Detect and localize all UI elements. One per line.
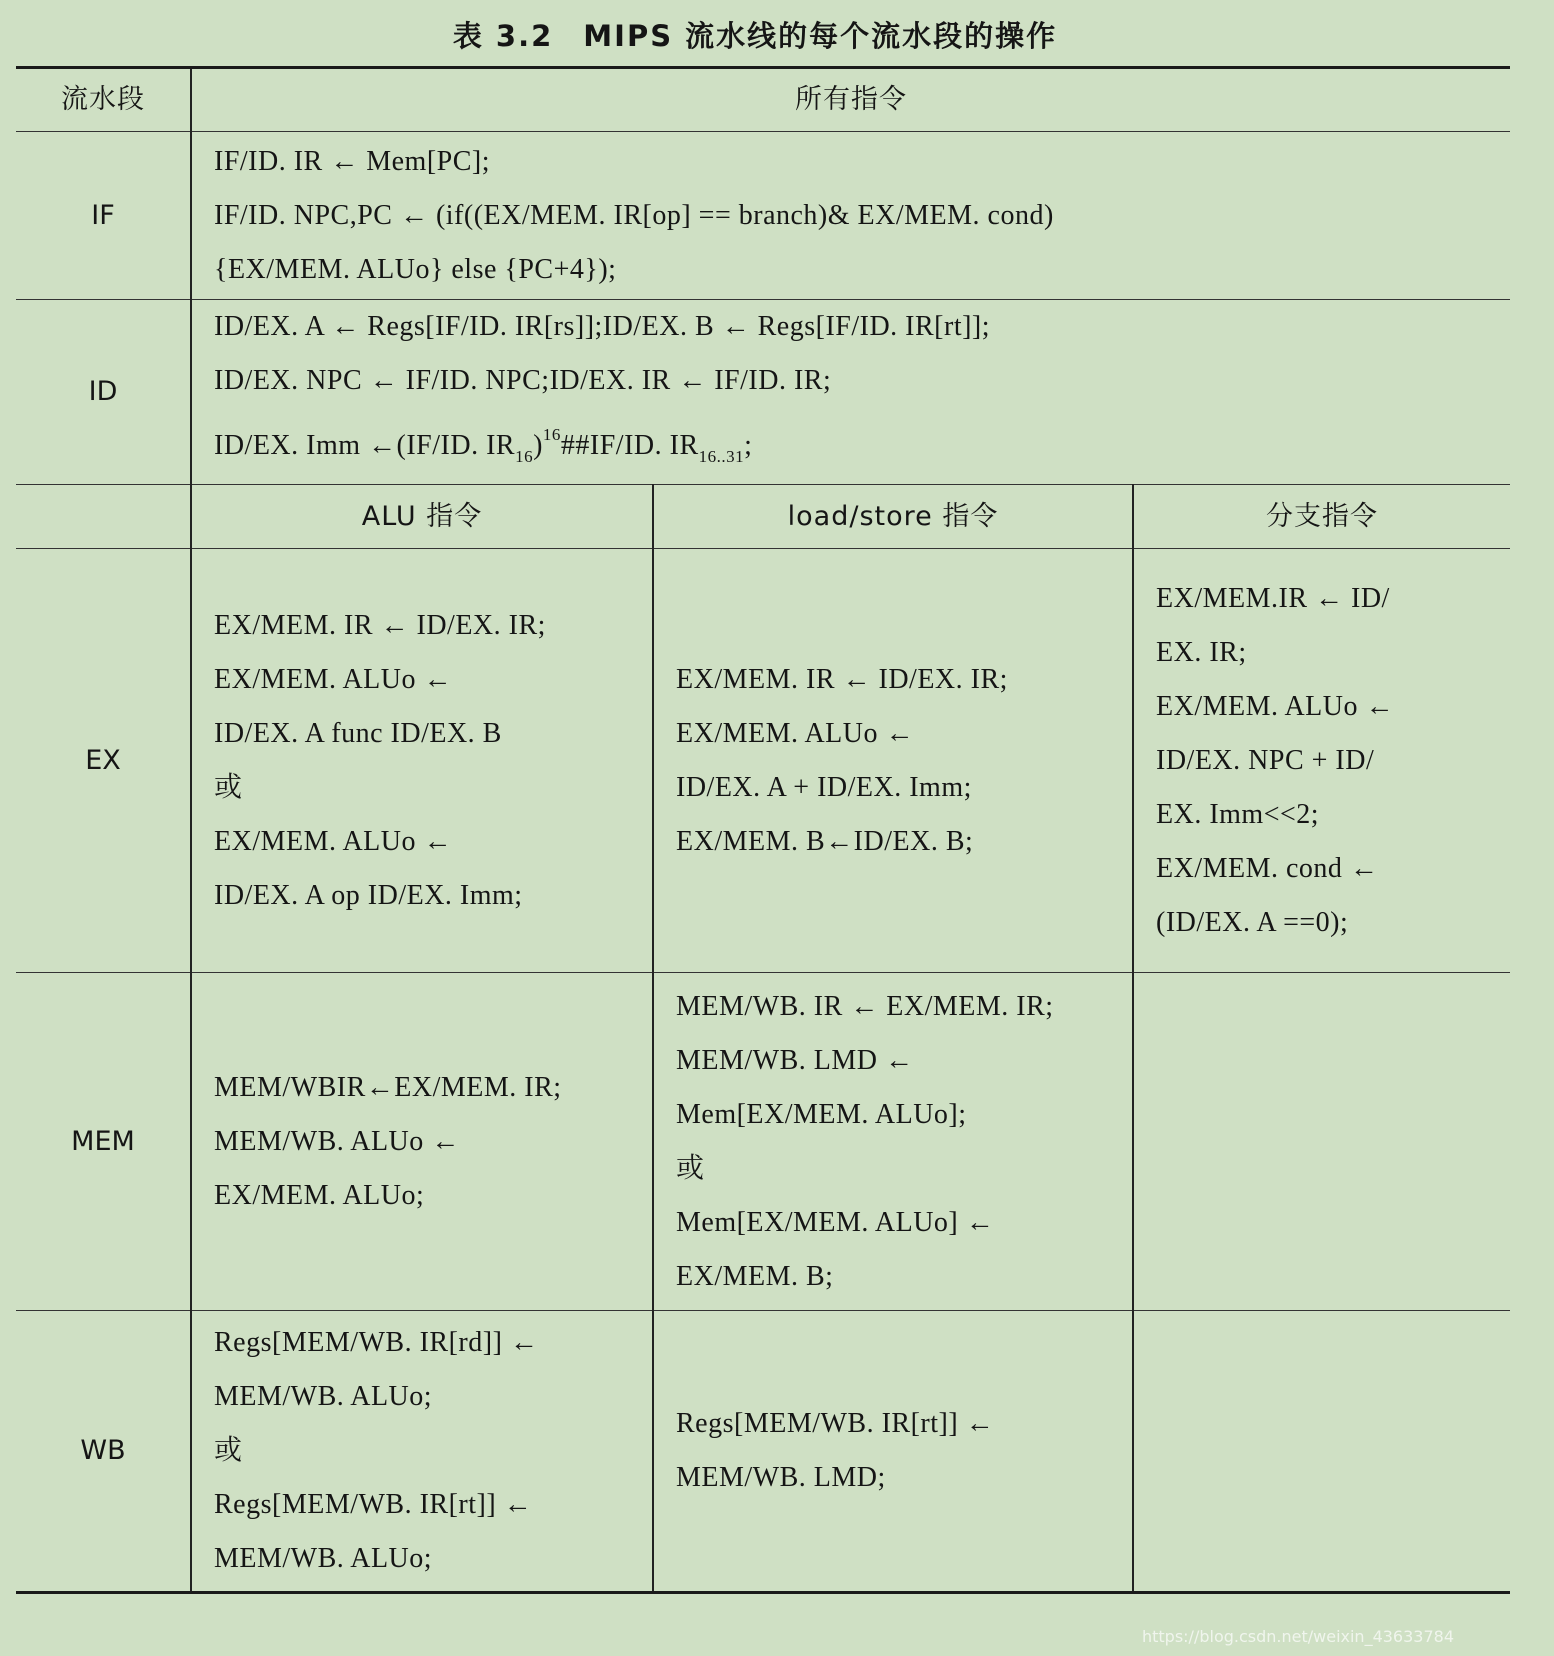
mem-ls-line: MEM/WB. IR ← EX/MEM. IR;: [676, 990, 1054, 1022]
stage-label-mem: MEM: [16, 973, 191, 1311]
stage-label-id: ID: [16, 300, 191, 485]
table-caption: [0, 14, 1510, 55]
stage-label-if: IF: [16, 132, 191, 300]
mem-branch-cell: [1133, 973, 1510, 1311]
wb-load-store-cell: [653, 1311, 1133, 1593]
ex-ls-line: ID/EX. A + ID/EX. Imm;: [676, 771, 972, 803]
wb-alu-cell: [191, 1311, 653, 1593]
ex-branch-line: ID/EX. NPC + ID/: [1156, 744, 1375, 776]
ex-load-store-cell: [653, 549, 1133, 973]
ex-alu-line: ID/EX. A op ID/EX. Imm;: [214, 879, 523, 911]
mem-alu-line: EX/MEM. ALUo;: [214, 1179, 425, 1211]
ex-alu-line: ID/EX. A func ID/EX. B: [214, 717, 502, 749]
ex-branch-line: EX. Imm<<2;: [1156, 798, 1320, 830]
watermark-url: https://blog.csdn.net/weixin_43633784: [1141, 1627, 1454, 1646]
ex-ls-line: EX/MEM. IR ← ID/EX. IR;: [676, 663, 1008, 695]
if-op-line: IF/ID. IR ← Mem[PC];: [214, 145, 490, 177]
header-stage: 流水段: [16, 68, 191, 132]
wb-alu-line: Regs[MEM/WB. IR[rd]] ←: [214, 1327, 539, 1358]
ex-branch-line: (ID/EX. A ==0);: [1156, 906, 1349, 938]
table-row-id: [16, 300, 1510, 485]
ex-ls-line: EX/MEM. ALUo ←: [676, 717, 914, 749]
instruction-type-header-row: [16, 485, 1510, 549]
header-all-instructions: 所有指令: [191, 68, 1510, 132]
ex-alu-line: EX/MEM. IR ← ID/EX. IR;: [214, 609, 546, 641]
id-op-line-imm: [214, 408, 1488, 484]
mem-alu-cell: [191, 973, 653, 1311]
ex-alu-cell: [191, 549, 653, 973]
table-row-ex: [16, 549, 1510, 973]
mem-ls-line: EX/MEM. B;: [676, 1260, 834, 1292]
pipeline-operations-table: [16, 66, 1510, 1594]
mem-ls-line: Mem[EX/MEM. ALUo] ←: [676, 1206, 995, 1238]
if-op-line: {EX/MEM. ALUo} else {PC+4});: [214, 253, 617, 285]
header-alu: ALU 指令: [191, 485, 653, 549]
mem-load-store-cell: [653, 973, 1133, 1311]
header-branch: 分支指令: [1133, 485, 1510, 549]
imm-text: ;: [744, 430, 753, 461]
ex-branch-line: EX/MEM. ALUo ←: [1156, 690, 1394, 722]
ex-alu-line: EX/MEM. ALUo ←: [214, 825, 452, 857]
wb-branch-cell: [1133, 1311, 1510, 1593]
if-operations: [191, 132, 1510, 300]
mem-alu-line: MEM/WBIR←EX/MEM. IR;: [214, 1071, 562, 1103]
ex-alu-line: EX/MEM. ALUo ←: [214, 663, 452, 695]
ex-branch-line: EX. IR;: [1156, 636, 1247, 668]
id-op-line: ID/EX. NPC ← IF/ID. NPC;ID/EX. IR ← IF/ID. IR;: [214, 365, 832, 396]
ex-ls-line: EX/MEM. B←ID/EX. B;: [676, 825, 974, 857]
ex-branch-cell: [1133, 549, 1510, 973]
imm-subscript: 16..31: [698, 447, 745, 466]
caption-number: 表 3.2: [452, 19, 554, 53]
mem-alu-line: MEM/WB. ALUo ←: [214, 1125, 460, 1157]
ex-alu-line: 或: [214, 771, 243, 803]
ex-branch-line: EX/MEM.IR ← ID/: [1156, 582, 1390, 614]
imm-text: ##IF/ID. IR: [560, 430, 699, 461]
wb-ls-line: MEM/WB. LMD;: [676, 1462, 886, 1493]
if-op-line: IF/ID. NPC,PC ← (if((EX/MEM. IR[op] == branch)& EX/MEM. cond): [214, 199, 1054, 231]
table-row-if: [16, 132, 1510, 300]
stage-label-wb: WB: [16, 1311, 191, 1593]
imm-superscript: 16: [542, 425, 561, 444]
wb-alu-line: MEM/WB. ALUo;: [214, 1543, 433, 1574]
imm-text: ID/EX. Imm ←(IF/ID. IR: [214, 430, 516, 461]
wb-alu-line: MEM/WB. ALUo;: [214, 1381, 433, 1412]
id-op-line: ID/EX. A ← Regs[IF/ID. IR[rs]];ID/EX. B ← Regs[IF/ID. IR[rt]];: [214, 311, 991, 342]
mem-ls-line: MEM/WB. LMD ←: [676, 1044, 914, 1076]
stage-label-ex: EX: [16, 549, 191, 973]
empty-cell: [16, 485, 191, 549]
wb-alu-line: Regs[MEM/WB. IR[rt]] ←: [214, 1489, 533, 1520]
mem-ls-line: 或: [676, 1152, 705, 1184]
ex-branch-line: EX/MEM. cond ←: [1156, 852, 1379, 884]
imm-subscript: 16: [515, 447, 534, 466]
wb-ls-line: Regs[MEM/WB. IR[rt]] ←: [676, 1408, 995, 1439]
caption-text: MIPS 流水线的每个流水段的操作: [583, 19, 1058, 53]
mem-ls-line: Mem[EX/MEM. ALUo];: [676, 1098, 967, 1130]
imm-text: ): [533, 430, 543, 461]
id-operations: [191, 300, 1510, 485]
header-load-store: load/store 指令: [653, 485, 1133, 549]
table-header-row: [16, 68, 1510, 132]
wb-alu-line: 或: [214, 1435, 243, 1466]
table-row-mem: [16, 973, 1510, 1311]
table-row-wb: [16, 1311, 1510, 1593]
